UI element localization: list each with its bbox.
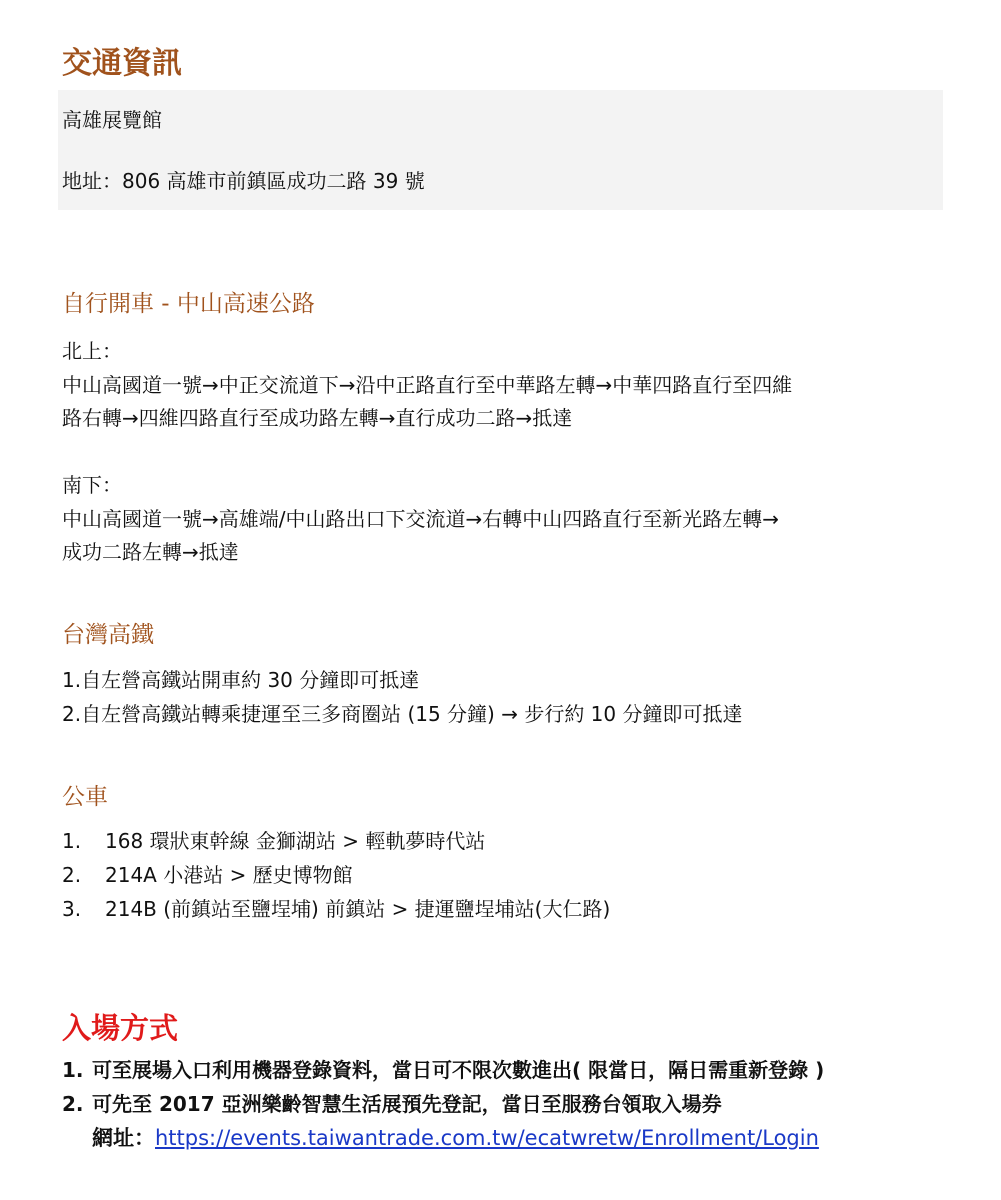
list-item	[62, 892, 610, 926]
north-route-line1: 中山高國道一號→中正交流道下→沿中正路直行至中華路左轉→中華四路直行至四維	[62, 373, 793, 397]
entry-method: 可先至 2017 亞洲樂齡智慧生活展預先登記，當日至服務台領取入場券	[92, 1092, 722, 1116]
list-item	[62, 1053, 824, 1087]
hsr-item-1: 1.自左營高鐵站開車約 30 分鐘即可抵達	[62, 668, 420, 692]
entry-title: 入場方式	[62, 1011, 179, 1045]
traffic-title: 交通資訊	[62, 46, 182, 81]
url-label: 網址：	[92, 1126, 155, 1150]
entry-list	[62, 1053, 824, 1121]
north-route-line2: 路右轉→四維四路直行至成功路左轉→直行成功二路→抵達	[62, 406, 573, 430]
venue-name: 高雄展覽館	[62, 108, 162, 132]
bus-route: 168 環狀東幹線 金獅湖站 > 輕軌夢時代站	[105, 829, 486, 853]
bus-title: 公車	[62, 784, 108, 810]
list-number: 1.	[62, 1058, 84, 1082]
list-number: 2.	[62, 1092, 84, 1116]
list-item	[62, 824, 610, 858]
bus-list	[62, 824, 610, 926]
south-route-line2: 成功二路左轉→抵達	[62, 540, 239, 564]
entry-url-line	[92, 1121, 819, 1155]
south-route-line1: 中山高國道一號→高雄端/中山路出口下交流道→右轉中山四路直行至新光路左轉→	[62, 507, 780, 531]
list-number: 1.	[62, 829, 82, 853]
list-number: 3.	[62, 897, 82, 921]
list-item	[62, 858, 610, 892]
driving-title: 自行開車 - 中山高速公路	[62, 291, 315, 317]
entry-method: 可至展場入口利用機器登錄資料，當日可不限次數進出( 限當日，隔日需重新登錄 )	[92, 1058, 825, 1082]
list-item	[62, 1087, 824, 1121]
list-number: 2.	[62, 863, 82, 887]
venue-address: 地址：806 高雄市前鎮區成功二路 39 號	[62, 169, 425, 193]
hsr-item-2: 2.自左營高鐵站轉乘捷運至三多商圈站 (15 分鐘) → 步行約 10 分鐘即可抵達	[62, 702, 743, 726]
bus-route: 214A 小港站 > 歷史博物館	[105, 863, 353, 887]
bus-route: 214B (前鎮站至鹽埕埔) 前鎮站 > 捷運鹽埕埔站(大仁路)	[105, 897, 611, 921]
north-label: 北上：	[62, 339, 122, 363]
hsr-title: 台灣高鐵	[62, 622, 154, 648]
south-label: 南下：	[62, 473, 122, 497]
enrollment-link[interactable]: https://events.taiwantrade.com.tw/ecatwretw/Enrollment/Login	[155, 1126, 819, 1150]
